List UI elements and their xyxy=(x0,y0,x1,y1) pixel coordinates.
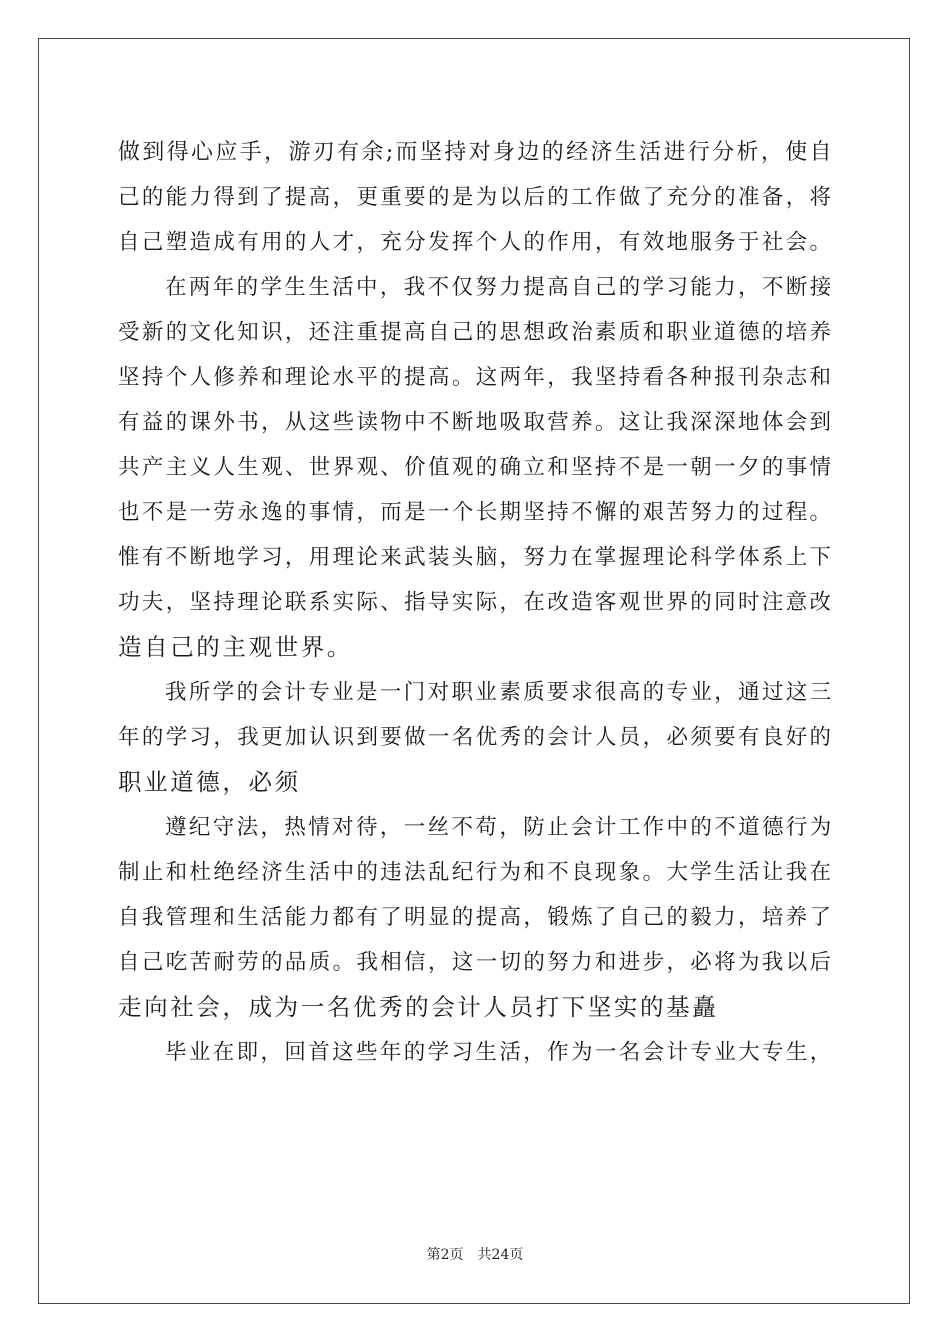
text-line: 在两年的学生生活中，我不仅努力提高自己的学习能力，不断接 xyxy=(165,275,834,300)
text-line: 也不是一劳永逸的事情，而是一个长期坚持不懈的艰苦努力的过程。 xyxy=(118,500,834,525)
text-line: 共产主义人生观、世界观、价值观的确立和坚持不是一朝一夕的事情 xyxy=(118,455,834,480)
text-line: 惟有不断地学习，用理论来武装头脑，努力在掌握理论科学体系上下 xyxy=(118,545,834,570)
text-line: 自己塑造成有用的人才，充分发挥个人的作用，有效地服务于社会。 xyxy=(118,230,834,255)
text-line: 造自己的主观世界。 xyxy=(118,633,353,661)
page-number-current: 第2页 xyxy=(426,1247,464,1263)
text-line: 自我管理和生活能力都有了明显的提高，锻炼了自己的毅力，培养了 xyxy=(118,905,834,930)
text-line: 遵纪守法，热情对待，一丝不苟，防止会计工作中的不道德行为 xyxy=(165,815,834,840)
document-body xyxy=(118,130,834,1075)
text-line: 走向社会，成为一名优秀的会计人员打下坚实的基矗 xyxy=(118,993,719,1021)
text-line: 年的学习，我更加认识到要做一名优秀的会计人员，必须要有良好的 xyxy=(118,725,834,750)
text-line: 己的能力得到了提高，更重要的是为以后的工作做了充分的准备，将 xyxy=(118,185,834,210)
text-line: 我所学的会计专业是一门对职业素质要求很高的专业，通过这三 xyxy=(165,680,834,705)
text-line: 有益的课外书，从这些读物中不断地吸取营养。这让我深深地体会到 xyxy=(118,410,834,435)
page-footer xyxy=(0,1244,950,1264)
text-line: 受新的文化知识，还注重提高自己的思想政治素质和职业道德的培养 xyxy=(118,320,834,345)
text-line: 职业道德，必须 xyxy=(118,768,301,796)
text-line: 功夫，坚持理论联系实际、指导实际，在改造客观世界的同时注意改 xyxy=(118,590,834,615)
text-line: 毕业在即，回首这些年的学习生活，作为一名会计专业大专生， xyxy=(165,1040,834,1065)
text-line: 坚持个人修养和理论水平的提高。这两年，我坚持看各种报刊杂志和 xyxy=(118,365,834,390)
text-line: 自己吃苦耐劳的品质。我相信，这一切的努力和进步，必将为我以后 xyxy=(118,950,834,975)
text-line: 做到得心应手，游刃有余;而坚持对身边的经济生活进行分析，使自 xyxy=(118,140,834,165)
text-line: 制止和杜绝经济生活中的违法乱纪行为和不良现象。大学生活让我在 xyxy=(118,860,834,885)
page-number-total: 共24页 xyxy=(477,1247,524,1263)
